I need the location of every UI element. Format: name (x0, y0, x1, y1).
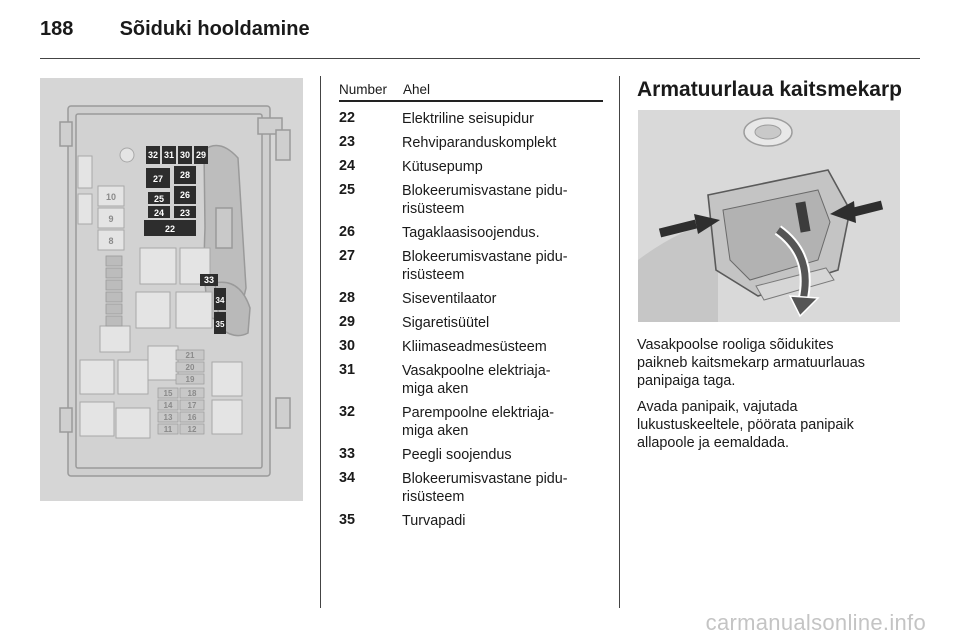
page-title: Sõiduki hooldamine (119, 18, 310, 40)
fuse-label: 23 (179, 208, 191, 218)
col-header-circuit: Ahel (403, 82, 431, 97)
table-header (339, 80, 603, 102)
table-row (339, 224, 603, 242)
fuse-number: 32 (339, 404, 356, 420)
fusebox-illustration (40, 78, 303, 501)
circuit-name: Blokeerumisvastane pidu- risüsteem (402, 183, 568, 217)
fuse-number: 30 (339, 338, 356, 354)
fuse-number: 26 (339, 224, 356, 240)
fuse-label: 28 (179, 170, 191, 180)
circuit-name: Kliimaseadmesüsteem (402, 339, 547, 355)
column-divider-left (320, 76, 321, 608)
fuse-label: 12 (187, 425, 197, 434)
fuse-label: 24 (153, 208, 165, 218)
circuit-name: Peegli soojendus (402, 447, 512, 463)
glovebox-drawing (638, 110, 900, 322)
table-row (339, 290, 603, 308)
table-row (339, 338, 603, 356)
page-header (40, 18, 310, 41)
circuit-name: Siseventilaator (402, 291, 497, 307)
circuit-name: Kütusepump (402, 159, 483, 175)
fuse-number: 35 (339, 512, 356, 528)
circuit-name: Vasakpoolne elektriaja- miga aken (402, 363, 551, 397)
fuse-label: 16 (187, 413, 197, 422)
table-body (339, 110, 603, 530)
fuse-label: 21 (185, 351, 195, 360)
fuse-label: 10 (105, 192, 117, 202)
circuit-name: Turvapadi (402, 513, 466, 529)
circuit-name: Parempoolne elektriaja- miga aken (402, 405, 554, 439)
fuse-label: 14 (163, 401, 173, 410)
glovebox-illustration (638, 110, 900, 322)
page-number: 188 (40, 18, 74, 40)
fuse-label: 31 (163, 150, 175, 160)
fuse-label: 27 (152, 174, 164, 184)
table-row (339, 182, 603, 218)
circuit-name: Blokeerumisvastane pidu- risüsteem (402, 471, 568, 505)
table-row (339, 248, 603, 284)
fuse-label: 34 (215, 296, 225, 305)
table-row (339, 362, 603, 398)
fusebox-drawing (40, 78, 303, 501)
fuse-label: 35 (215, 320, 225, 329)
fuse-label: 22 (164, 224, 176, 234)
fuse-label: 13 (163, 413, 173, 422)
fuse-number: 27 (339, 248, 356, 264)
section-title: Armatuurlaua kaitsmekarp (637, 78, 902, 101)
fuse-number: 34 (339, 470, 356, 486)
col-header-number: Number (339, 82, 388, 97)
paragraph-location: Vasakpoolse rooliga sõidukites paikneb kaitsmekarp armatuurlauas panipaiga taga. (637, 337, 865, 389)
fuse-label: 30 (179, 150, 191, 160)
fuse-number: 25 (339, 182, 356, 198)
table-row (339, 158, 603, 176)
circuit-name: Rehviparanduskomplekt (402, 135, 557, 151)
circuit-name: Sigaretisüütel (402, 315, 490, 331)
fuse-number: 23 (339, 134, 356, 150)
fuse-label: 17 (187, 401, 197, 410)
table-row (339, 314, 603, 332)
fuse-label: 33 (203, 275, 215, 285)
fuse-label: 8 (108, 236, 114, 246)
fuse-table (339, 80, 603, 530)
fuse-label: 19 (185, 375, 195, 384)
fuse-number: 24 (339, 158, 356, 174)
fuse-label: 15 (163, 389, 173, 398)
fuse-label: 32 (147, 150, 159, 160)
fuse-label: 26 (179, 190, 191, 200)
fuse-number: 33 (339, 446, 356, 462)
table-row (339, 110, 603, 128)
table-row (339, 470, 603, 506)
fuse-label: 18 (187, 389, 197, 398)
circuit-name: Tagaklaasisoojendus. (402, 225, 540, 241)
table-row (339, 512, 603, 530)
fuse-number: 22 (339, 110, 356, 126)
fuse-label: 25 (153, 194, 165, 204)
fuse-label: 11 (163, 425, 173, 434)
circuit-name: Elektriline seisupidur (402, 111, 534, 127)
circuit-name: Blokeerumisvastane pidu- risüsteem (402, 249, 568, 283)
table-row (339, 134, 603, 152)
fuse-number: 28 (339, 290, 356, 306)
footer-watermark: carmanualsonline.info (705, 610, 926, 635)
paragraph-instructions: Avada panipaik, vajutada lukustuskeeltele, pöörata panipaik allapoole ja eemaldada. (637, 399, 854, 451)
column-divider-right (619, 76, 620, 608)
fuse-label: 9 (108, 214, 114, 224)
fuse-number: 29 (339, 314, 356, 330)
fuse-label: 29 (195, 150, 207, 160)
header-rule (40, 58, 920, 59)
fuse-number: 31 (339, 362, 356, 378)
fuse-label: 20 (185, 363, 195, 372)
table-row (339, 446, 603, 464)
table-row (339, 404, 603, 440)
